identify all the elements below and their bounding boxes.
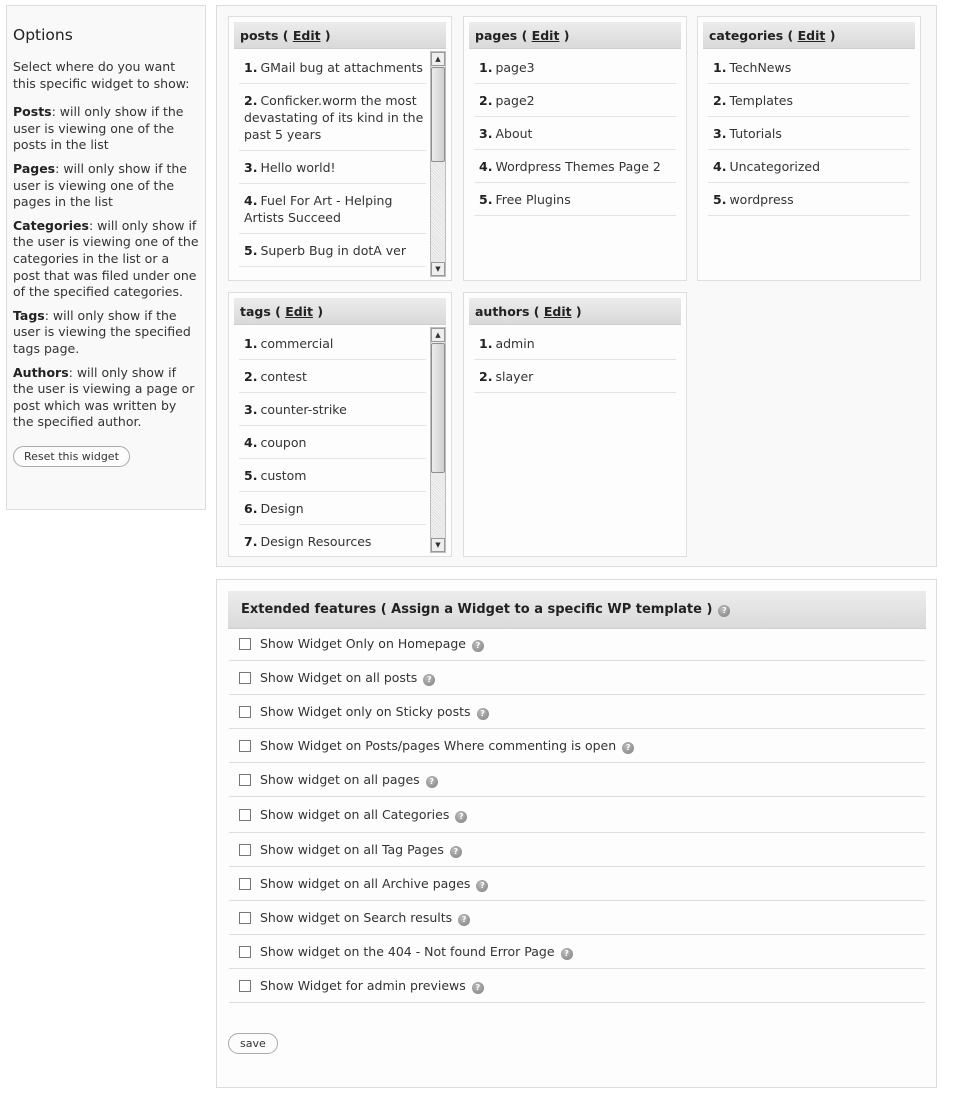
commenting-open-checkbox[interactable] [239,740,251,752]
tags-header: tags ( Edit ) [234,298,446,325]
option-homepage: Show Widget Only on Homepage ? [229,627,925,661]
categories-list [708,51,910,277]
save-button[interactable]: save [228,1033,278,1054]
tags-box [228,292,452,557]
all-tag-pages-checkbox[interactable] [239,844,251,856]
list-item[interactable]: 1. TechNews [708,51,910,84]
options-title: Options [13,26,73,44]
authors-list [474,327,676,553]
list-item[interactable]: 1. commercial [239,327,426,360]
pages-box [463,16,687,281]
tags-edit-link[interactable]: Edit [285,304,313,319]
tags-scrollbar[interactable] [430,327,446,553]
question-mark-help-icon[interactable]: ? [472,640,484,652]
list-item[interactable]: 4. Uncategorized [708,150,910,183]
list-item[interactable]: 4. Wordpress Themes Page 2 [474,150,676,183]
list-item[interactable]: 3. Hello world! [239,151,426,184]
option-all-posts: Show Widget on all posts ? [229,661,925,695]
list-item[interactable]: 1. admin [474,327,676,360]
question-mark-help-icon[interactable]: ? [450,846,462,858]
question-mark-help-icon[interactable]: ? [426,776,438,788]
posts-header: posts ( Edit ) [234,22,446,49]
reset-widget-button[interactable]: Reset this widget [13,446,130,467]
question-mark-help-icon[interactable]: ? [458,914,470,926]
template-options-list [229,627,925,1003]
scroll-thumb[interactable] [431,67,445,162]
sticky-posts-checkbox[interactable] [239,706,251,718]
admin-previews-checkbox[interactable] [239,980,251,992]
posts-scrollbar[interactable] [430,51,446,277]
all-archive-pages-checkbox[interactable] [239,878,251,890]
options-panel [6,5,206,510]
arrow-up-icon[interactable]: ▲ [431,328,445,342]
options-intro: Select where do you want this specific widget to show: [13,59,190,91]
question-mark-help-icon[interactable]: ? [622,742,634,754]
option-sticky-posts: Show Widget only on Sticky posts ? [229,695,925,729]
list-item[interactable]: 1. GMail bug at attachments [239,51,426,84]
arrow-up-icon[interactable]: ▲ [431,52,445,66]
categories-box [697,16,921,281]
list-item[interactable]: 5. Superb Bug in dotA ver [239,234,426,267]
authors-description: Authors: will only show if the user is viewing a page or post which was written by the specified author. [13,364,195,430]
list-item[interactable]: 3. Tutorials [708,117,910,150]
posts-list [239,51,426,277]
categories-edit-link[interactable]: Edit [797,28,826,43]
pages-header: pages ( Edit ) [469,22,681,49]
list-item[interactable]: 4. coupon [239,426,426,459]
arrow-down-icon[interactable]: ▼ [431,538,445,552]
option-all-pages: Show widget on all pages ? [229,763,925,797]
option-all-tag-pages: Show widget on all Tag Pages ? [229,833,925,867]
option-commenting-open: Show Widget on Posts/pages Where commenting is open ? [229,729,925,763]
selection-lists [216,5,937,567]
option-404-page: Show widget on the 404 - Not found Error Page ? [229,935,925,969]
categories-header: categories ( Edit ) [703,22,915,49]
list-item[interactable]: 4. Fuel For Art - Helping Artists Succeed [239,184,426,234]
posts-edit-link[interactable]: Edit [292,28,321,43]
option-admin-previews: Show Widget for admin previews ? [229,969,925,1003]
list-item[interactable]: 5. wordpress [708,183,910,216]
question-mark-help-icon[interactable]: ? [423,674,435,686]
tags-list [239,327,426,553]
list-item[interactable]: 2. contest [239,360,426,393]
question-mark-help-icon[interactable]: ? [476,880,488,892]
option-all-categories: Show widget on all Categories ? [229,797,925,833]
all-categories-checkbox[interactable] [239,809,251,821]
list-item[interactable]: 2. Templates [708,84,910,117]
option-search-results: Show widget on Search results ? [229,901,925,935]
authors-header: authors ( Edit ) [469,298,681,325]
authors-box [463,292,687,557]
list-item[interactable]: 2. slayer [474,360,676,393]
list-item[interactable]: 2. Conficker.worm the most devastating of its kind in the past 5 years [239,84,426,151]
list-item[interactable]: 7. Design Resources [239,525,426,553]
tags-description: Tags: will only show if the user is viewing the specified tags page. [13,307,191,356]
question-mark-help-icon[interactable]: ? [561,948,573,960]
list-item[interactable]: 3. About [474,117,676,150]
question-mark-help-icon[interactable]: ? [455,811,467,823]
homepage-checkbox[interactable] [239,638,251,650]
list-item[interactable]: 5. Free Plugins [474,183,676,216]
scroll-thumb[interactable] [431,343,445,473]
list-item[interactable]: 3. counter-strike [239,393,426,426]
search-results-checkbox[interactable] [239,912,251,924]
list-item[interactable]: 1. page3 [474,51,676,84]
all-posts-checkbox[interactable] [239,672,251,684]
list-item[interactable]: 5. custom [239,459,426,492]
option-all-archive-pages: Show widget on all Archive pages ? [229,867,925,901]
question-mark-help-icon[interactable]: ? [472,982,484,994]
list-item[interactable]: 6. Design [239,492,426,525]
404-page-checkbox[interactable] [239,946,251,958]
categories-description: Categories: will only show if the user is viewing one of the categories in the list or a post that was filed under one of the specified categories. [13,217,199,300]
pages-edit-link[interactable]: Edit [531,28,560,43]
arrow-down-icon[interactable]: ▼ [431,262,445,276]
authors-edit-link[interactable]: Edit [543,304,572,319]
question-mark-help-icon[interactable]: ? [477,708,489,720]
list-item[interactable]: 2. page2 [474,84,676,117]
extended-features-header: Extended features ( Assign a Widget to a specific WP template ) ? [228,591,926,629]
question-mark-help-icon[interactable]: ? [718,605,730,617]
pages-list [474,51,676,277]
pages-description: Pages: will only show if the user is viewing one of the pages in the list [13,160,187,210]
posts-description: Posts: will only show if the user is viewing one of the posts in the list [13,104,184,153]
all-pages-checkbox[interactable] [239,774,251,786]
posts-box [228,16,452,281]
extended-features-panel [216,579,937,1088]
